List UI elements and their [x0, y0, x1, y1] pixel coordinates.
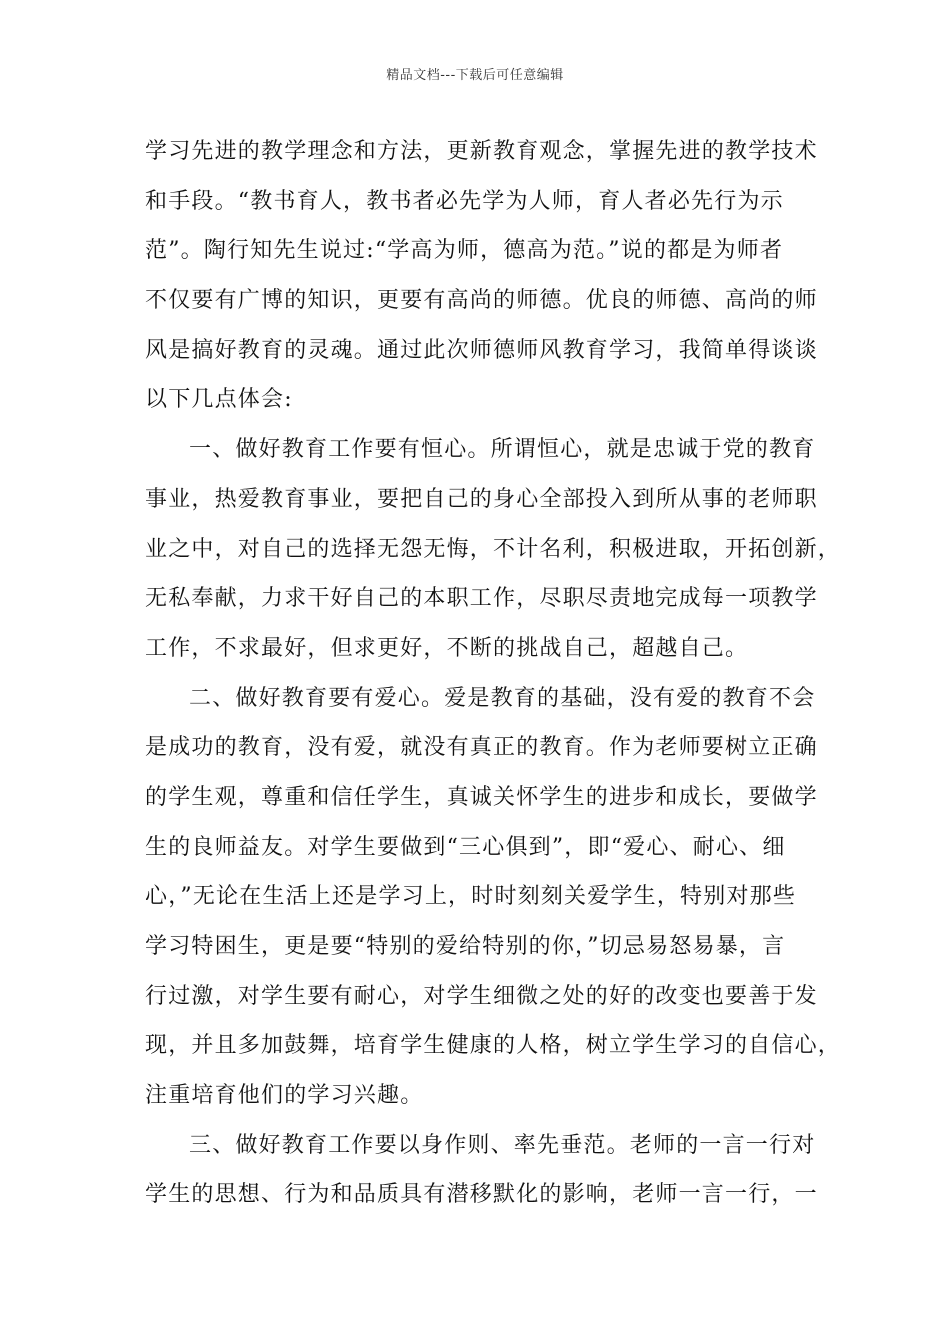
paragraph-start-line: 一、做好教育工作要有恒心。所谓恒心，就是忠诚于党的教育	[189, 437, 816, 463]
text-line: 风是搞好教育的灵魂。通过此次师德师风教育学习，我简单得谈谈	[145, 337, 818, 363]
paragraph-start-line: 三、做好教育工作要以身作则、率先垂范。老师的一言一行对	[189, 1132, 816, 1158]
text-line: 学生的思想、行为和品质具有潜移默化的影响，老师一言一行，一	[145, 1182, 818, 1208]
text-line: 生的良师益友。对学生要做到“三心俱到”，即“爱心、耐心、细	[145, 834, 786, 860]
text-line: 范”。陶行知先生说过:“学高为师，德高为范。”说的都是为师者	[145, 238, 784, 264]
text-line: 事业，热爱教育事业，要把自己的身心全部投入到所从事的老师职	[145, 486, 818, 512]
text-line: 无私奉献，力求干好自己的本职工作，尽职尽责地完成每一项教学	[145, 586, 818, 612]
text-line: 学习特困生，更是要“特别的爱给特别的你，”切忌易怒易暴，言	[145, 934, 786, 959]
paragraph-start-line: 二、做好教育要有爱心。爱是教育的基础，没有爱的教育不会	[189, 685, 816, 711]
text-line: 心，”无论在生活上还是学习上，时时刻刻关爱学生，特别对那些	[145, 884, 797, 910]
text-line: 以下几点体会:	[145, 387, 293, 413]
text-line: 和手段。“教书育人，教书者必先学为人师，育人者必先行为示	[145, 188, 784, 214]
text-line: 是成功的教育，没有爱，就没有真正的教育。作为老师要树立正确	[145, 735, 818, 761]
text-line: 业之中，对自己的选择无怨无悔，不计名利，积极进取，开拓创新，	[145, 536, 842, 562]
text-line: 现，并且多加鼓舞，培育学生健康的人格，树立学生学习的自信心，	[145, 1033, 842, 1059]
text-line: 行过激，对学生要有耐心，对学生细微之处的好的改变也要善于发	[145, 983, 818, 1009]
text-line: 不仅要有广博的知识，更要有高尚的师德。优良的师德、高尚的师	[145, 288, 818, 314]
text-line: 工作，不求最好，但求更好，不断的挑战自己，超越自己。	[145, 635, 749, 661]
text-line: 的学生观，尊重和信任学生，真诚关怀学生的进步和成长，要做学	[145, 784, 818, 810]
body-text	[145, 127, 842, 1220]
text-line: 注重培育他们的学习兴趣。	[145, 1083, 424, 1109]
text-line: 学习先进的教学理念和方法，更新教育观念，掌握先进的教学技术	[145, 139, 818, 164]
page-header: 精品文档---下载后可任意编辑	[386, 68, 564, 83]
